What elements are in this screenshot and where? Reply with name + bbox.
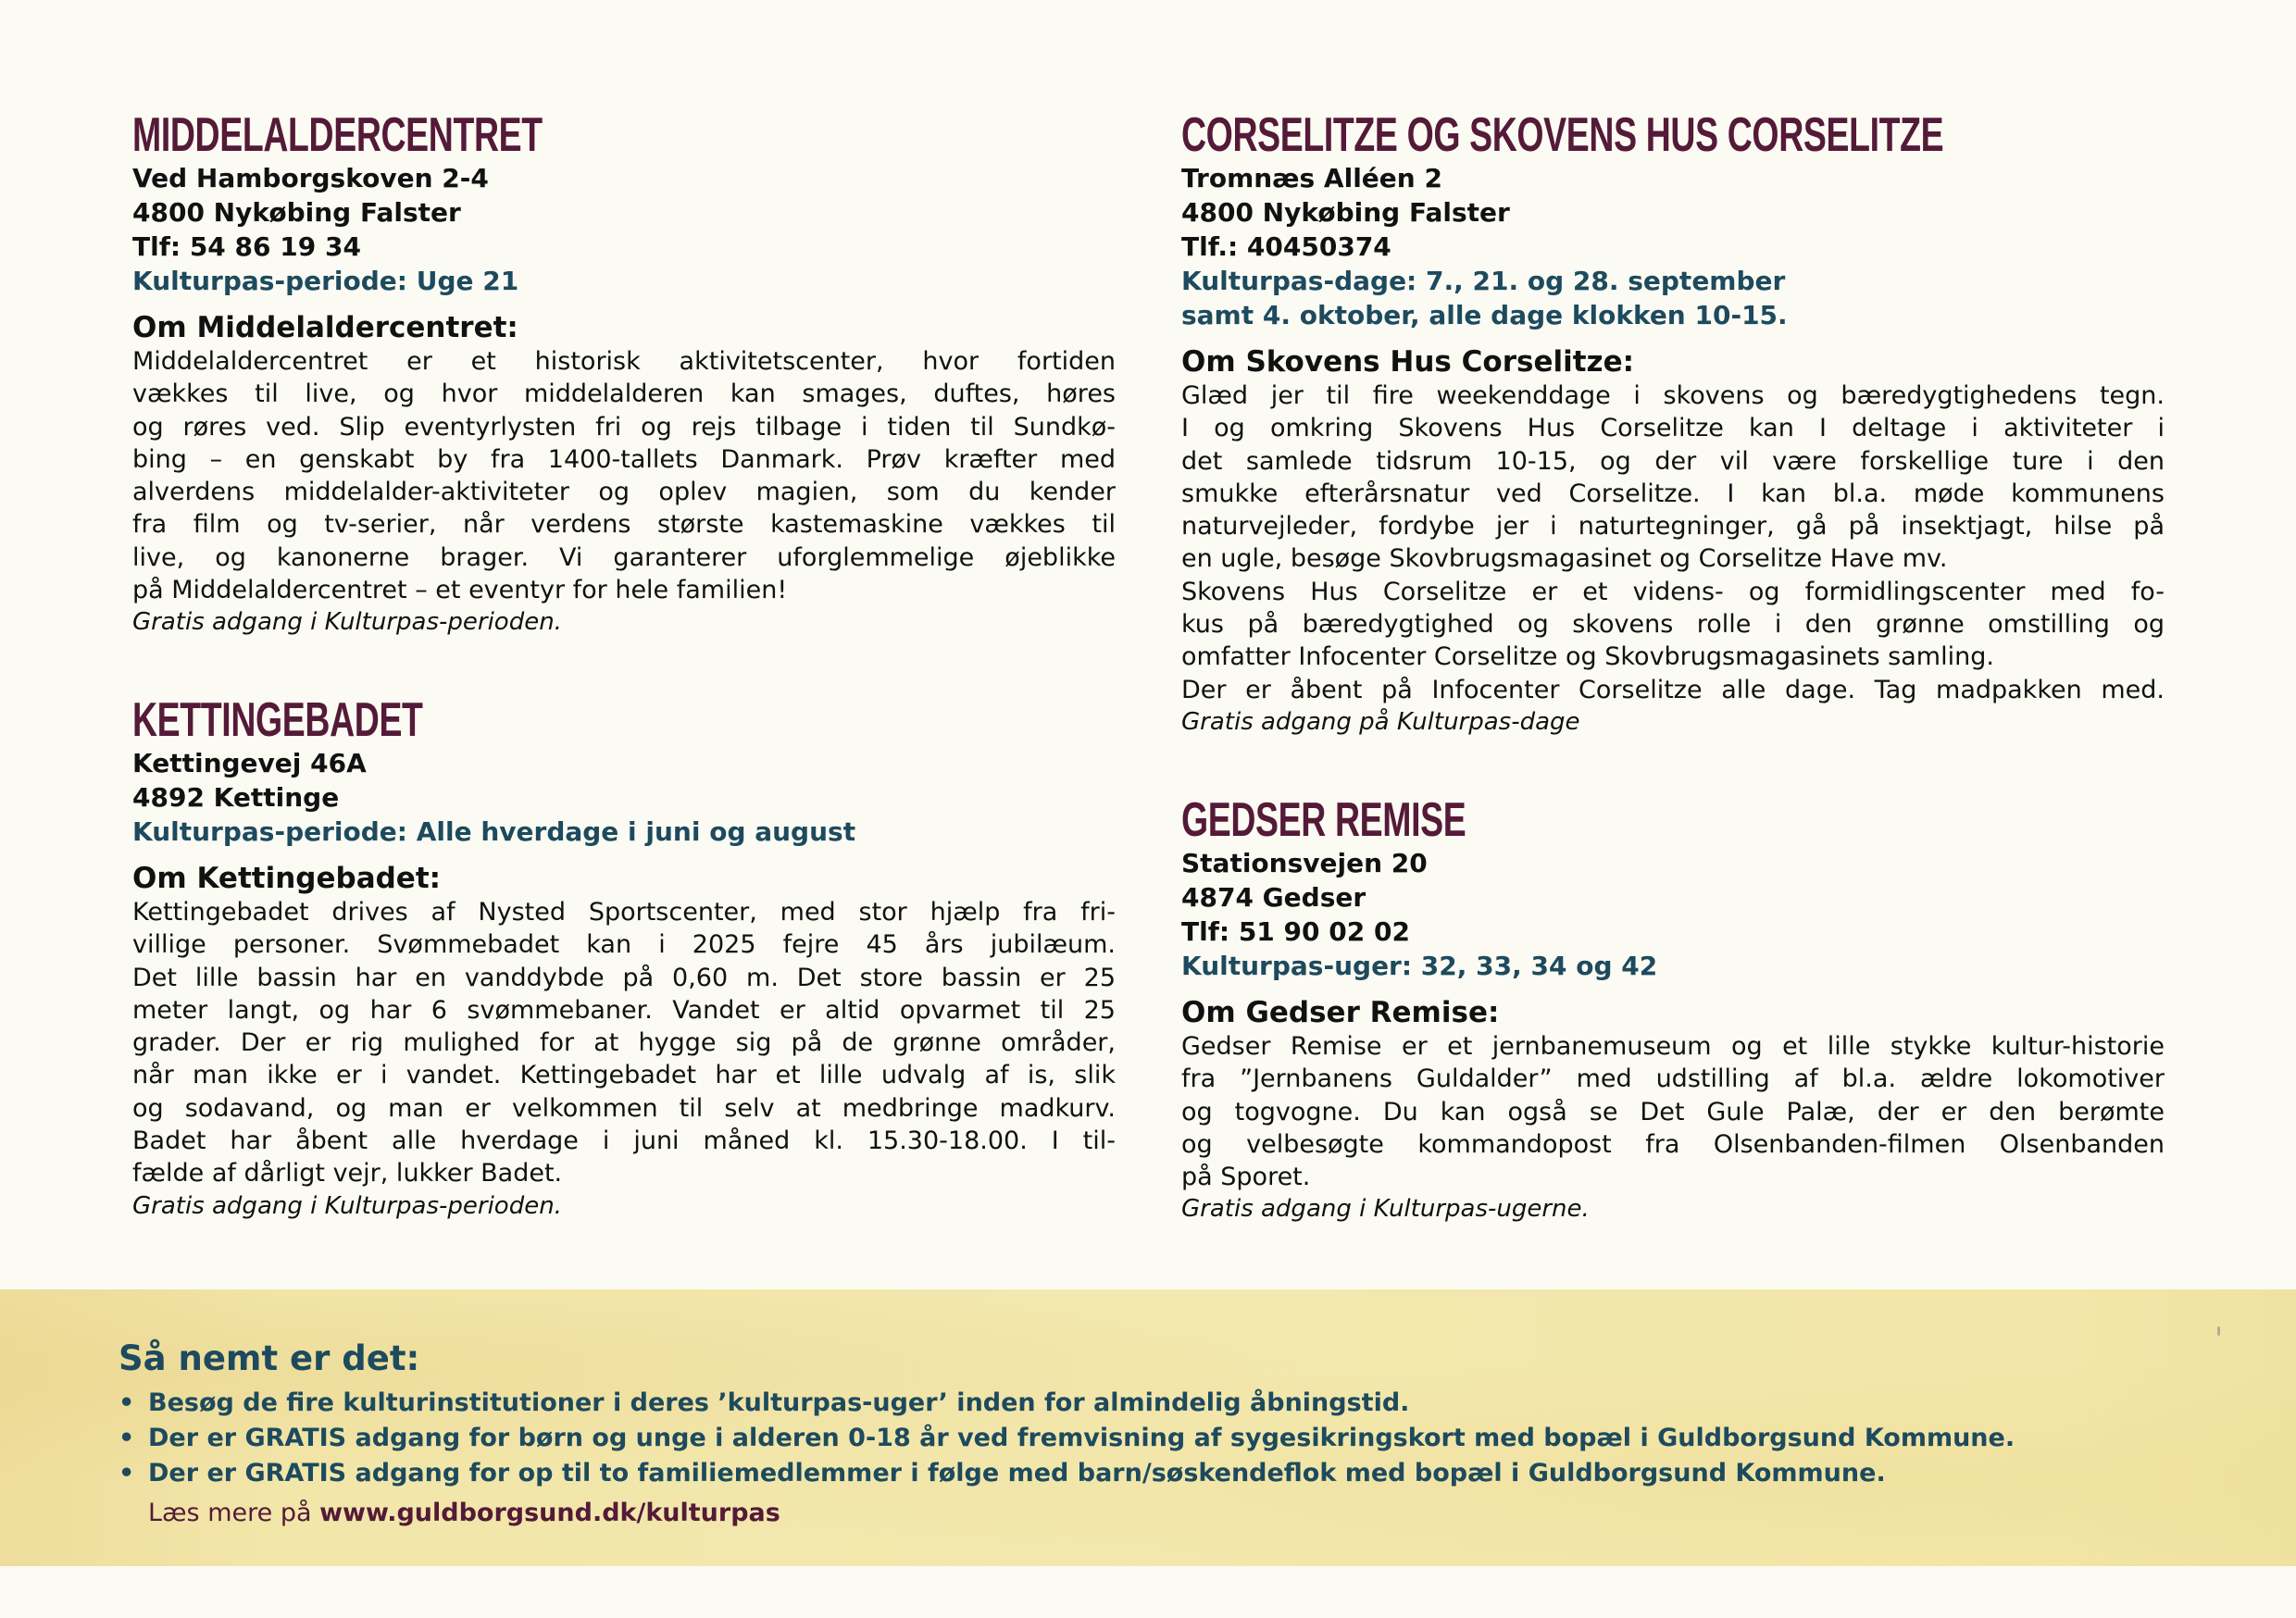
banner-item-text: Der er GRATIS adgang for børn og unge i alderen 0-18 år ved fremvisning af sygesikringskort med bopæl i Guldborgsund Kommune. [148, 1424, 2015, 1452]
venue-title: MIDDELALDERCENTRET [132, 108, 543, 162]
about-text [132, 345, 1116, 606]
about-line: Middelaldercentret er et historisk aktivitetscenter, hvor fortiden [132, 347, 1116, 376]
banner-list-item [119, 1386, 2015, 1421]
venue-title: CORSELITZE OG SKOVENS HUS CORSELITZE [1181, 108, 1944, 162]
about-line: alverdens middelalder-aktiviteter og oplev magien, som du kender [132, 478, 1116, 507]
about-line: vækkes til live, og hvor middelalderen kan smages, duftes, høres [132, 380, 1116, 409]
about-line: bing – en genskabt by fra 1400-tallets Danmark. Prøv kræfter med [132, 444, 1116, 474]
about-line: Der er åbent på Infocenter Corselitze alle dage. Tag madpakken med. [1181, 675, 2165, 704]
venue-title: GEDSER REMISE [1181, 793, 1466, 847]
banner-list-item [119, 1456, 2015, 1491]
about-text [1181, 1030, 2165, 1193]
kulturpas-weeks: Kulturpas-uger: 32, 33, 34 og 42 [1181, 951, 1658, 981]
venue-street: Tromnæs Alléen 2 [1181, 163, 1442, 193]
about-line: og togvogne. Du kan også se Det Gule Palæ, der er den berømte [1181, 1097, 2165, 1126]
about-line: på Sporet. [1181, 1163, 1311, 1192]
about-line: smukke efterårsnatur ved Corselitze. I kan bl.a. møde kommunens [1181, 479, 2165, 508]
venue-phone: Tlf: 54 86 19 34 [132, 231, 361, 262]
kulturpas-days: samt 4. oktober, alle dage klokken 10-15. [1181, 300, 1788, 330]
about-line: kus på bæredygtighed og skovens rolle i den grønne omstilling og [1181, 610, 2165, 640]
about-line: I og omkring Skovens Hus Corselitze kan I deltage i aktiviteter i [1181, 414, 2165, 443]
about-line: fra ”Jernbanens Guldalder” med udstilling af bl.a. ældre lokomotiver [1181, 1064, 2165, 1094]
venue-street: Kettingevej 46A [132, 748, 367, 778]
venue-phone: Tlf: 51 90 02 02 [1181, 916, 1410, 947]
venue-middelaldercentret [132, 109, 1116, 639]
about-line: på Middelaldercentret – et eventyr for hele familien! [132, 576, 788, 605]
about-line: fælde af dårligt vejr, lukker Badet. [132, 1159, 563, 1189]
banner-title: Så nemt er det: [119, 1338, 420, 1378]
about-heading: Om Middelaldercentret: [132, 311, 518, 344]
bullet-icon: • [119, 1388, 135, 1417]
kulturpas-period: Kulturpas-periode: Uge 21 [132, 266, 519, 296]
about-line: Det lille bassin har en vanddybde på 0,60 m. Det store bassin er 25 [132, 963, 1116, 992]
about-line: grader. Der er rig mulighed for at hygge sig på de grønne områder, [132, 1028, 1116, 1058]
venue-street: Ved Hamborgskoven 2-4 [132, 163, 489, 193]
venue-city: 4892 Kettinge [132, 782, 340, 813]
free-admission-note: Gratis adgang i Kulturpas-ugerne. [1181, 1195, 1590, 1224]
free-admission-note: Gratis adgang i Kulturpas-perioden. [132, 608, 562, 637]
about-line: omfatter Infocenter Corselitze og Skovbrugsmagasinets samling. [1181, 642, 1994, 672]
about-line: og røres ved. Slip eventyrlysten fri og rejs tilbage i tiden til Sundkø- [132, 412, 1116, 442]
about-line: en ugle, besøge Skovbrugsmagasinet og Corselitze Have mv. [1181, 544, 1948, 574]
read-more-line [148, 1495, 2015, 1532]
about-heading: Om Skovens Hus Corselitze: [1181, 345, 1635, 379]
about-line: naturvejleder, fordybe jer i naturtegninger, gå på insektjagt, hilse på [1181, 512, 2165, 541]
banner-content [119, 1338, 2015, 1532]
banner-item-text: Besøg de fire kulturinstitutioner i deres ’kulturpas-uger’ inden for almindelig åbningstid. [148, 1388, 1410, 1417]
bullet-icon: • [119, 1424, 135, 1452]
about-text [1181, 380, 2165, 706]
info-banner [0, 1289, 2296, 1566]
kulturpas-link[interactable]: www.guldborgsund.dk/kulturpas [319, 1499, 780, 1527]
venue-city: 4874 Gedser [1181, 882, 1366, 913]
about-line: Skovens Hus Corselitze er et videns- og formidlingscenter med fo- [1181, 577, 2165, 606]
kulturpas-days: Kulturpas-dage: 7., 21. og 28. september [1181, 266, 1786, 296]
about-line: når man ikke er i vandet. Kettingebadet har et lille udvalg af is, slik [132, 1061, 1116, 1090]
free-admission-note: Gratis adgang på Kulturpas-dage [1181, 707, 1580, 736]
paper-speck [2217, 1326, 2220, 1336]
about-text [132, 896, 1116, 1190]
venue-city: 4800 Nykøbing Falster [132, 197, 461, 228]
venue-street: Stationsvejen 20 [1181, 848, 1428, 878]
about-line: og velbesøgte kommandopost fra Olsenbanden-filmen Olsenbanden [1181, 1129, 2165, 1159]
venue-kettingebadet [132, 694, 1116, 1223]
about-line: meter langt, og har 6 svømmebaner. Vandet er altid opvarmet til 25 [132, 995, 1116, 1025]
about-line: det samlede tidsrum 10-15, og der vil være forskellige ture i den [1181, 446, 2165, 476]
venue-city: 4800 Nykøbing Falster [1181, 197, 1510, 228]
free-admission-note: Gratis adgang i Kulturpas-perioden. [132, 1191, 562, 1220]
about-heading: Om Kettingebadet: [132, 862, 442, 895]
banner-list [119, 1386, 2015, 1491]
bullet-icon: • [119, 1459, 135, 1487]
venue-corselitze [1181, 109, 2165, 739]
about-heading: Om Gedser Remise: [1181, 996, 1500, 1029]
venue-title: KETTINGEBADET [132, 693, 423, 747]
about-line: Kettingebadet drives af Nysted Sportscenter, med stor hjælp fra fri- [132, 898, 1116, 927]
about-line: villige personer. Svømmebadet kan i 2025 fejre 45 års jubilæum. [132, 930, 1116, 960]
venue-gedser-remise [1181, 794, 2165, 1226]
about-line: Gedser Remise er et jernbanemuseum og et lille stykke kultur-historie [1181, 1032, 2165, 1061]
about-line: fra film og tv-serier, når verdens største kastemaskine vækkes til [132, 510, 1116, 540]
banner-item-text: Der er GRATIS adgang for op til to familiemedlemmer i følge med barn/søskendeflok med bopæl i Guldborgsund Kommune. [148, 1459, 1886, 1487]
about-line: live, og kanonerne brager. Vi garanterer uforglemmelige øjeblikke [132, 542, 1116, 572]
kulturpas-period: Kulturpas-periode: Alle hverdage i juni og august [132, 816, 856, 847]
venue-phone: Tlf.: 40450374 [1181, 231, 1391, 262]
about-line: Badet har åbent alle hverdage i juni måned kl. 15.30-18.00. I til- [132, 1126, 1116, 1156]
read-more-prefix: Læs mere på [148, 1499, 320, 1527]
banner-list-item [119, 1421, 2015, 1456]
about-line: Glæd jer til fire weekenddage i skovens og bæredygtighedens tegn. [1181, 381, 2165, 410]
about-line: og sodavand, og man er velkommen til selv at medbringe madkurv. [132, 1093, 1116, 1123]
